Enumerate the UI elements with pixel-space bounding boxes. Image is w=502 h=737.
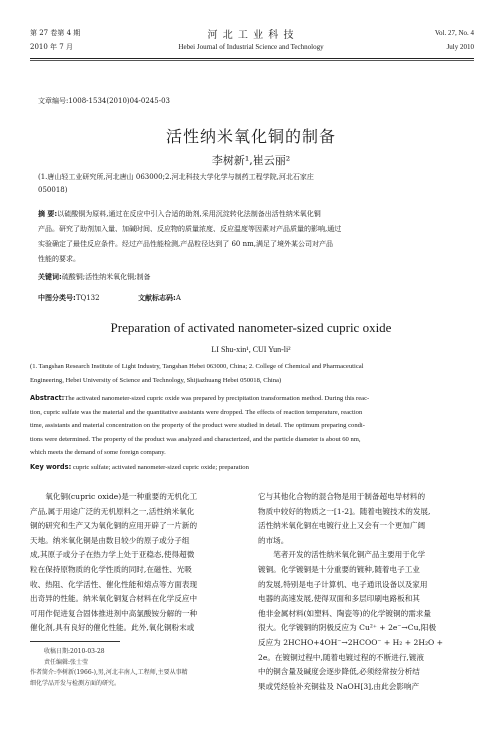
body-line: 电器的高速发展,使得双面和多层印刷电路板和其: [258, 594, 420, 604]
body-line: 收、热阻、化学活性、催化性能和熔点等方面表现: [30, 579, 198, 589]
header-volume-cn: 第 27 卷第 4 期: [30, 29, 81, 37]
abstract-en-line: The activated nanometer-sized cupric oxide was prepared by precipitation transformation method. During this reac-: [64, 395, 370, 402]
classification: [38, 293, 181, 304]
abstract-cn: [38, 207, 462, 267]
body-line: 氧化铜(cupric oxide)是一种重要的无机化工: [45, 492, 198, 501]
body-line: 中的铜含量及碱度会逐步降低,必须经常按分析结: [258, 667, 420, 677]
abstract-cn-label: 摘 要:: [38, 210, 58, 218]
body-left-column: [30, 490, 246, 636]
header-rule-thin: [30, 60, 474, 61]
affiliation-cn-2: 050018): [38, 186, 68, 194]
doc-code-label: 文献标志码:: [138, 294, 176, 302]
body-line: 镀铜。化学镀铜是十分重要的镀种,随着电子工业: [258, 564, 420, 574]
footnote: [30, 647, 246, 689]
affiliation-en-1: (1. Tangshan Research Institute of Light Industry, Tangshan Hebei 063000, China; 2. College of Chemical and Pharmaceutical: [30, 363, 364, 370]
authors-en: LI Shu-xin¹, CUI Yun-li²: [211, 345, 291, 354]
body-line: 成,其原子或分子在热力学上处于亚稳态,使得超微: [30, 550, 195, 560]
keywords-en-label: Key words:: [30, 463, 72, 471]
clc-value: TQ132: [75, 294, 100, 302]
body-line: 产品,属于用途广泛的无机原料之一,活性纳米氧化: [30, 506, 195, 516]
abstract-en: [30, 392, 474, 460]
body-line: 的发展,特别是电子计算机、电子通讯设备以及家用: [258, 579, 428, 589]
header-volume-en: Vol. 27, No. 4: [434, 29, 474, 37]
keywords-en-text: cupric sulfate; activated nanometer-sized cupric oxide; preparation: [72, 464, 249, 471]
body-line: 铜的研究和生产又为氧化铜的应用开辟了一片新的: [30, 521, 198, 531]
keywords-cn-text: 硫酸铜;活性纳米氧化铜;制备: [61, 273, 151, 281]
body-line: 出奇异的性能。纳米氧化铜复合材料在化学反应中: [30, 594, 198, 604]
body-line: 2e。在镀铜过程中,随着电镀过程的不断进行,镀液: [258, 652, 425, 662]
doc-code-value: A: [175, 294, 181, 302]
abstract-cn-line: 性能的要求。: [38, 255, 80, 263]
abstract-cn-line: 以硫酸铜为原料,通过在反应中引入合适的助剂,采用沉淀转化法制备出活性纳米氧化铜: [57, 210, 321, 218]
footnote-rule: [30, 641, 120, 642]
footnote-line: 细化学品开发与检测方面的研究。: [30, 679, 121, 687]
body-line: 催化剂,具有良好的催化性能。此外,氧化铜粉末或: [30, 623, 195, 633]
body-line: 它与其他化合物的混合物是用于制备超电导材料的: [258, 492, 426, 501]
abstract-en-line: time, assistants and material concentration on the property of the product were studied in detail. The optimum preparing condi-: [30, 422, 365, 429]
header-journal-en: Hebei Journal of Industrial Science and Technology: [178, 43, 324, 51]
footnote-line: 责任编辑:张士莹: [44, 658, 89, 666]
authors-cn: 李树新¹,崔云丽²: [211, 154, 291, 167]
title-en: Preparation of activated nanometer-sized cupric oxide: [110, 320, 392, 335]
abstract-cn-line: 产品。研究了助剂加入量、加碱时间、反应物的质量浓度、反应温度等因素对产品质量的影响,通过: [38, 225, 342, 233]
footnote-line: 收稿日期:2010-03-28: [44, 648, 105, 655]
title-cn: 活性纳米氧化铜的制备: [165, 127, 336, 146]
body-line: 活性纳米氧化铜在电镀行业上又会有一个更加广阔: [258, 521, 426, 531]
body-line: 粒在保持原物质的化学性质的同时,在磁性、光吸: [30, 564, 192, 574]
body-line: 可用作促进复合固体推进剂中高氯酸铵分解的一种: [30, 608, 198, 618]
clc-label: 中图分类号:: [38, 294, 76, 302]
abstract-en-line: tions were determined. The property of the product was analyzed and characterized, and the particle diameter is about 60 nm,: [30, 435, 361, 443]
abstract-en-line: which meets the demand of some foreign company.: [30, 449, 166, 456]
keywords-en: [30, 462, 249, 473]
header-date-cn: 2010 年 7 月: [30, 43, 73, 51]
body-line: 反应为 2HCHO+4OH⁻→2HCOO⁻ + H₂ + 2H₂O +: [258, 637, 443, 647]
affiliation-cn-1: (1.唐山轻工业研究所,河北唐山 063000;2.河北科技大学化学与制药工程学院,河北石家庄: [38, 173, 314, 181]
affiliation-en-2: Engineering, Hebei University of Science and Technology, Shijiazhuang Hebei 050018, China): [30, 377, 282, 384]
abstract-en-line: tion, cupric sulfate was the material and the quantitative assistants were dropped. The effects of reaction temperature, reaction: [30, 408, 363, 416]
body-line: 物质中较好的物质之一[1-2]。随着电镀技术的发展,: [258, 506, 431, 516]
keywords-cn-label: 关键词:: [38, 273, 62, 281]
body-line: 果或凭经验补充铜盐及 NaOH[3],由此会影响产: [258, 681, 420, 691]
body-line: 的市场。: [258, 535, 289, 545]
body-right-column: [258, 490, 474, 694]
body-line: 很大。化学镀铜的阴极反应为 Cu²⁺ + 2e⁻→Cu,阳极: [258, 623, 437, 633]
abstract-cn-line: 实验确定了最佳反应条件。经过产品性能检测,产品粒径达到了 60 nm,满足了境外某公司对产品: [38, 240, 333, 248]
header-date-en: July 2010: [446, 43, 474, 51]
article-number: 文章编号:1008-1534(2010)04-0245-03: [38, 97, 170, 105]
keywords-cn: [38, 272, 151, 283]
header-rule: [30, 58, 474, 59]
body-line: 天地。纳米氧化铜是由数目较少的原子或分子组: [30, 535, 190, 545]
footnote-line: 作者简介:李树新(1966-),男,河北丰南人,工程师,主要从事精: [30, 669, 188, 676]
abstract-en-label: Abstract:: [30, 394, 65, 402]
body-line: 笔者开发的活性纳米氧化铜产品主要用于化学: [273, 550, 426, 560]
body-line: 他非金属材料(如塑料、陶瓷等)的化学镀铜的需求量: [258, 608, 431, 618]
header-journal-cn: 河 北 工 业 科 技: [207, 30, 295, 41]
